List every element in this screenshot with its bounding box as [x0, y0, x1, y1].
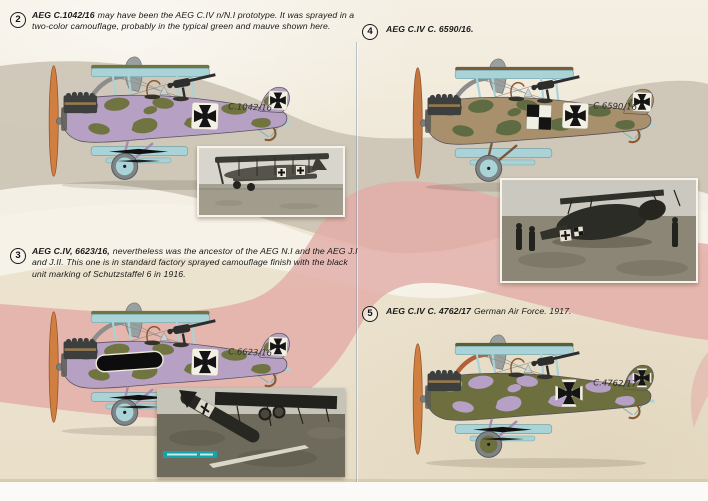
- iron-cross-fuselage: [562, 102, 589, 129]
- watermark-strip: [163, 451, 217, 458]
- flag-ribbon-red-corner: [691, 352, 708, 428]
- entry-description: German Air Force. 1917.: [473, 306, 572, 316]
- entry-caption: [386, 24, 686, 35]
- iron-cross-fuselage: [191, 102, 219, 130]
- iron-cross-fuselage: [191, 348, 219, 376]
- aircraft-serial: C.6623/16: [228, 346, 273, 358]
- entry-description: may have been the AEG C.IV n/N.I prototype. It was sprayed in a two-color camouflage, probably in the typical green and mauve shown here.: [32, 10, 355, 32]
- entry-heading: AEG C.1042/16: [32, 10, 95, 20]
- entry-heading: AEG C.IV C. 4762/17: [386, 306, 471, 316]
- entry-caption: [386, 306, 698, 317]
- reference-photo: [197, 146, 345, 217]
- entry-number-badge: 3: [10, 248, 26, 264]
- aircraft-serial: C.6590/16: [593, 100, 638, 112]
- aircraft-profile-illustration: [398, 56, 674, 194]
- entry-number-badge: 2: [10, 12, 26, 28]
- entry-heading: AEG C.IV, 6623/16,: [32, 246, 110, 256]
- aircraft-profile-illustration: [398, 332, 674, 470]
- entry-number-badge: 5: [362, 306, 378, 322]
- aircraft-serial: C.4762/17: [593, 377, 638, 389]
- reference-photo: [500, 178, 698, 283]
- entry-number-badge: 4: [362, 24, 378, 40]
- aircraft-serial: C.1042/16: [228, 101, 273, 113]
- entry-caption: [32, 246, 362, 280]
- entry-heading: AEG C.IV C. 6590/16.: [386, 24, 474, 34]
- entry-caption: [32, 10, 360, 33]
- reference-photo: [157, 388, 345, 477]
- scan-margin: [0, 482, 708, 501]
- entry-description: nevertheless was the ancestor of the AEG N.I and the AEG J.I and J.II. This one is in standard factory sprayed camouflage finish with the black unit marking of Schutzstaffel 6 in 1916.: [32, 246, 358, 279]
- checkerboard-marking: [526, 104, 551, 129]
